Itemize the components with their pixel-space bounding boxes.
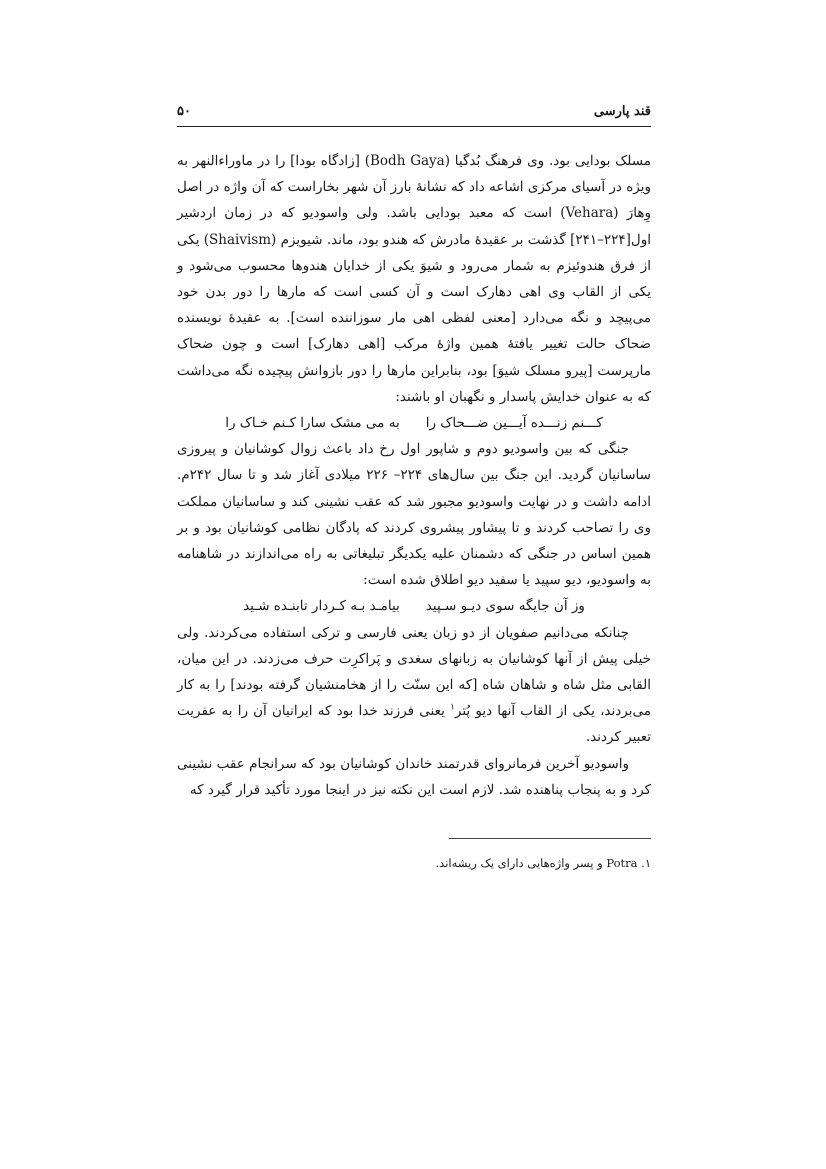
paragraph-2: جنگی که بین واسودیو دوم و شاپور اول رخ داد باعث زوال کوشانیان و پیروزی ساسانیان گردید. این جنگ بین سال‌های ۲۲۴– ۲۲۶ میلادی آغاز شد و تا سال ۲۴۲م. ادامه داشت و در نهایت واسودیو مجبور شد که عقب نشینی کند و ساسانیان مملکت وی را تصاحب کردند و تا پیشاور پیشروی کردند که پادگان نظامی کوشانیان بود و بر همین اساس در جنگی که دشمنان علیه یکدیگر تبلیغاتی به راه می‌اندازند در شاهنامه به واسودیو، دیو سپید یا سفید دیو اطلاق شده است: <box>177 441 651 589</box>
paragraph-4: واسودیو آخرین فرمانروای قدرتمند خاندان کوشانیان بود که سرانجام عقب نشینی کرد و به پنجاب پناهنده شد. لازم است این نکته نیز در اینجا مورد تأکید قرار گیرد که <box>177 755 651 798</box>
page-number: ۵۰ <box>177 104 191 119</box>
verse-1-second-hemistich: به می مشک سارا کـنم خـاک را <box>225 415 400 432</box>
footnote-divider <box>449 838 651 839</box>
book-title: قند پارسی <box>593 104 651 119</box>
paragraph-3-continuation: یعنی فرزند خدا بود که ایرانیان آن را به عفریت تعبیر کردند. <box>177 703 651 746</box>
footnote-marker[interactable]: ۱ <box>450 702 455 713</box>
verse-2-first-hemistich: وز آن جایگه سوی دیـو سـپید <box>425 598 585 615</box>
verse-couplet-2 <box>177 593 651 619</box>
verse-couplet-1 <box>177 410 651 436</box>
running-header <box>177 96 651 127</box>
body-text <box>177 148 651 803</box>
verse-1-first-hemistich: کـــنم زنـــده آیـــین ضـــحاک را <box>425 415 603 432</box>
paragraph-3-text: چنانکه می‌دانیم صفویان از دو زبان یعنی فارسی و ترکی استفاده می‌کردند. ولی خیلی پیش از آنها کوشانیان به زبانهای سغدی و پَراکرِت حرف می‌زدند. در این میان، القابی مثل شاه و شاهان شاه [که این سنّت را از هخامنشیان گرفته بودند] را به کار می‌بردند، یکی از القاب آنها دیو پُتر <box>177 624 651 720</box>
footnote: ۱. Potra و پسر واژه‌هایی دارای یک ریشه‌اند. <box>435 856 651 870</box>
verse-2-second-hemistich: بیامـد بـه کـردار تابنـده شـید <box>243 598 400 615</box>
paragraph-3 <box>177 620 651 751</box>
paragraph-1: مسلک بودایی بود. وی فرهنگ بُدگیا (Bodh Gaya) [زادگاه بودا] را در ماوراءالنهر به ویژه در آسیای مرکزی اشاعه داد که نشانهٔ بارز آن شهر بخاراست که آن واژه در اصل وِهارَ (Vehara) است که معبد بودایی باشد. ولی واسودیو که در زمان اردشیر اول[۲۲۴–۲۴۱] گذشت بر عقیدهٔ مادرش که هندو بود، ماند. شیویزم (Shaivism) یکی از فرق هندوئیزم به شمار می‌رود و شیوَ یکی از خدایان هندوها محسوب می‌شود و یکی از القاب وی اهی دهارک است و آن کسی است که مارها را دور بدن خود می‌پیچد و نگه می‌دارد [معنی لفظی اهی مار سوزاننده است]. به عقیدهٔ نویسنده ضحاک حالت تغییر یافتهٔ همین واژهٔ مرکب [اهی دهارک] است و چون ضحاک مارپرست [پیرو مسلک شیوَ] بود، بنابراین مارها را دور بازوانش پیچیده نگه می‌داشت که به عنوان خدایش پاسدار و نگهبان او باشند: <box>177 153 651 405</box>
